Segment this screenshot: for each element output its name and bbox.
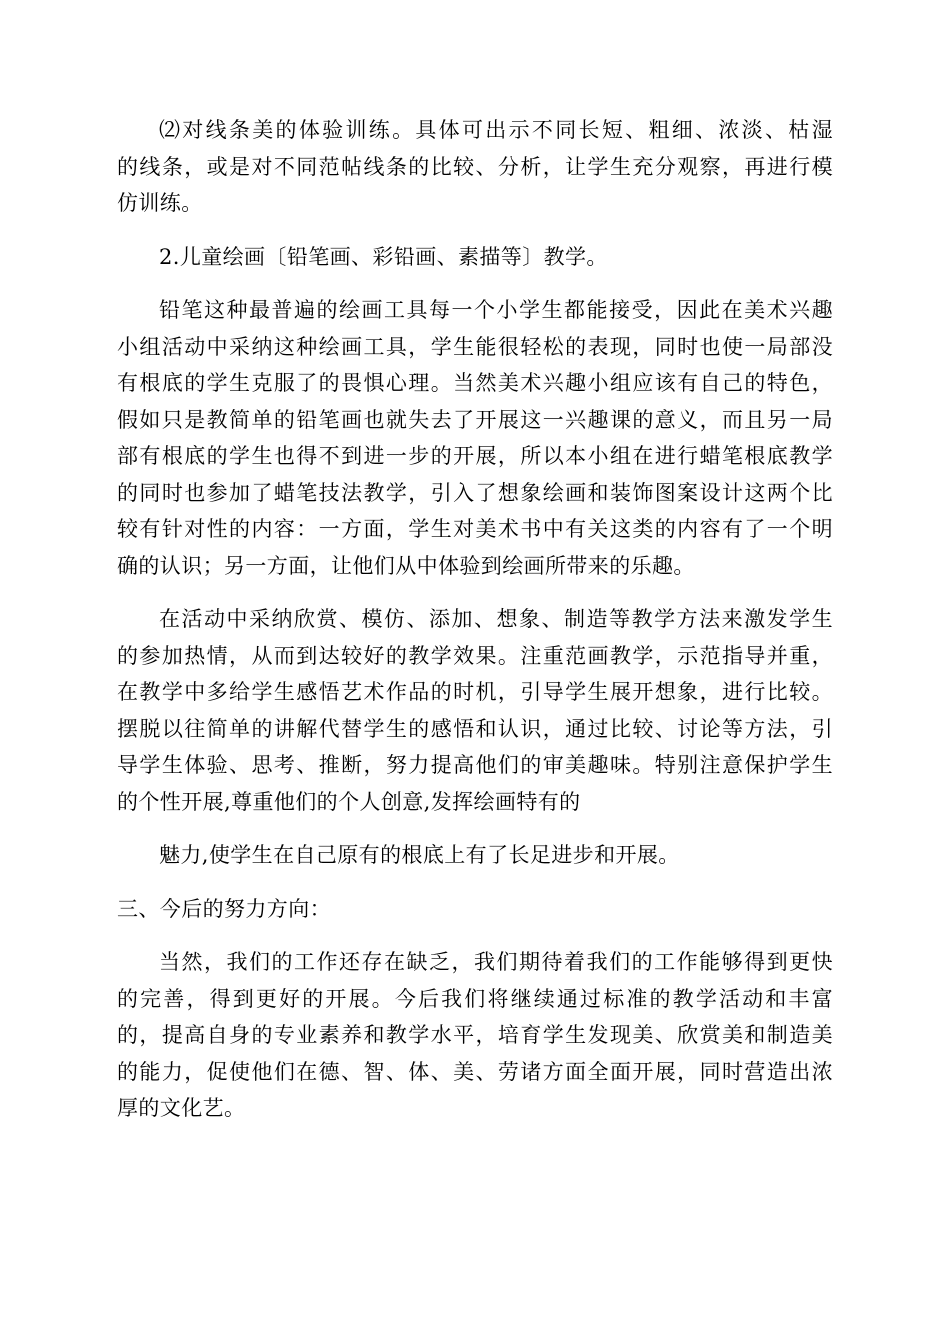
paragraph-future-work — [117, 944, 833, 1127]
text-line: 在活动中采纳欣赏、模仿、添加、想象、制造等教学方法来激发学生 — [159, 607, 833, 631]
paragraph-children-drawing — [117, 239, 833, 276]
text-line: 的完善，得到更好的开展。今后我们将继续通过标准的教学活动和丰富 — [117, 986, 833, 1011]
paragraph-charm — [117, 837, 833, 874]
text-line: 确的认识；另一方面，让他们从中体验到绘画所带来的乐趣。 — [117, 553, 695, 578]
text-line: 在教学中多给学生感悟艺术作品的时机，引导学生展开想象，进行比较。 — [117, 680, 833, 704]
paragraph-pencil-tools — [117, 292, 833, 584]
text-line: 魅力,使学生在自己原有的根底上有了长足进步和开展。 — [159, 843, 680, 867]
text-line: 厚的文化艺。 — [117, 1096, 246, 1120]
text-line: 较有针对性的内容：一方面，学生对美术书中有关这类的内容有了一个明 — [117, 517, 833, 541]
text-line: 的线条，或是对不同范帖线条的比较、分析，让学生充分观察，再进行模 — [117, 154, 833, 179]
section-heading-future-direction — [117, 891, 833, 928]
document-body — [117, 112, 833, 1144]
heading-text: 三、今后的努力方向： — [117, 896, 331, 921]
text-line: 假如只是教简单的铅笔画也就失去了开展这一兴趣课的意义，而且另一局 — [117, 407, 833, 432]
text-line: ⑵对线条美的体验训练。具体可出示不同长短、粗细、浓淡、枯湿 — [159, 118, 833, 142]
text-line: 仿训练。 — [117, 191, 203, 215]
paragraph-line-practice — [117, 112, 833, 222]
paragraph-teaching-methods — [117, 601, 833, 820]
text-line: 的同时也参加了蜡笔技法教学，引入了想象绘画和装饰图案设计这两个比 — [117, 480, 833, 505]
text-line: 铅笔这种最普遍的绘画工具每一个小学生都能接受，因此在美术兴趣 — [159, 298, 833, 322]
text-line: 的，提高自身的专业素养和教学水平，培育学生发现美、欣赏美和制造美 — [117, 1023, 833, 1047]
text-line: 2.儿童绘画〔铅笔画、彩铅画、素描等〕教学。 — [159, 244, 608, 269]
text-line: 的能力，促使他们在德、智、体、美、劳诸方面全面开展，同时营造出浓 — [117, 1059, 833, 1084]
text-line: 的个性开展,尊重他们的个人创意,发挥绘画特有的 — [117, 789, 581, 814]
text-line: 当然，我们的工作还存在缺乏，我们期待着我们的工作能够得到更快 — [159, 950, 833, 974]
text-line: 小组活动中采纳这种绘画工具，学生能很轻松的表现，同时也使一局部没 — [117, 334, 833, 359]
text-line: 有根底的学生克服了的畏惧心理。当然美术兴趣小组应该有自己的特色， — [117, 371, 833, 395]
text-line: 的参加热情，从而到达较好的教学效果。注重范画教学，示范指导并重， — [117, 643, 833, 668]
text-line: 导学生体验、思考、推断，努力提高他们的审美趣味。特别注意保护学生 — [117, 753, 833, 777]
text-line: 摆脱以往简单的讲解代替学生的感悟和认识，通过比较、讨论等方法，引 — [117, 716, 833, 741]
text-line: 部有根底的学生也得不到进一步的开展，所以本小组在进行蜡笔根底教学 — [117, 444, 833, 468]
